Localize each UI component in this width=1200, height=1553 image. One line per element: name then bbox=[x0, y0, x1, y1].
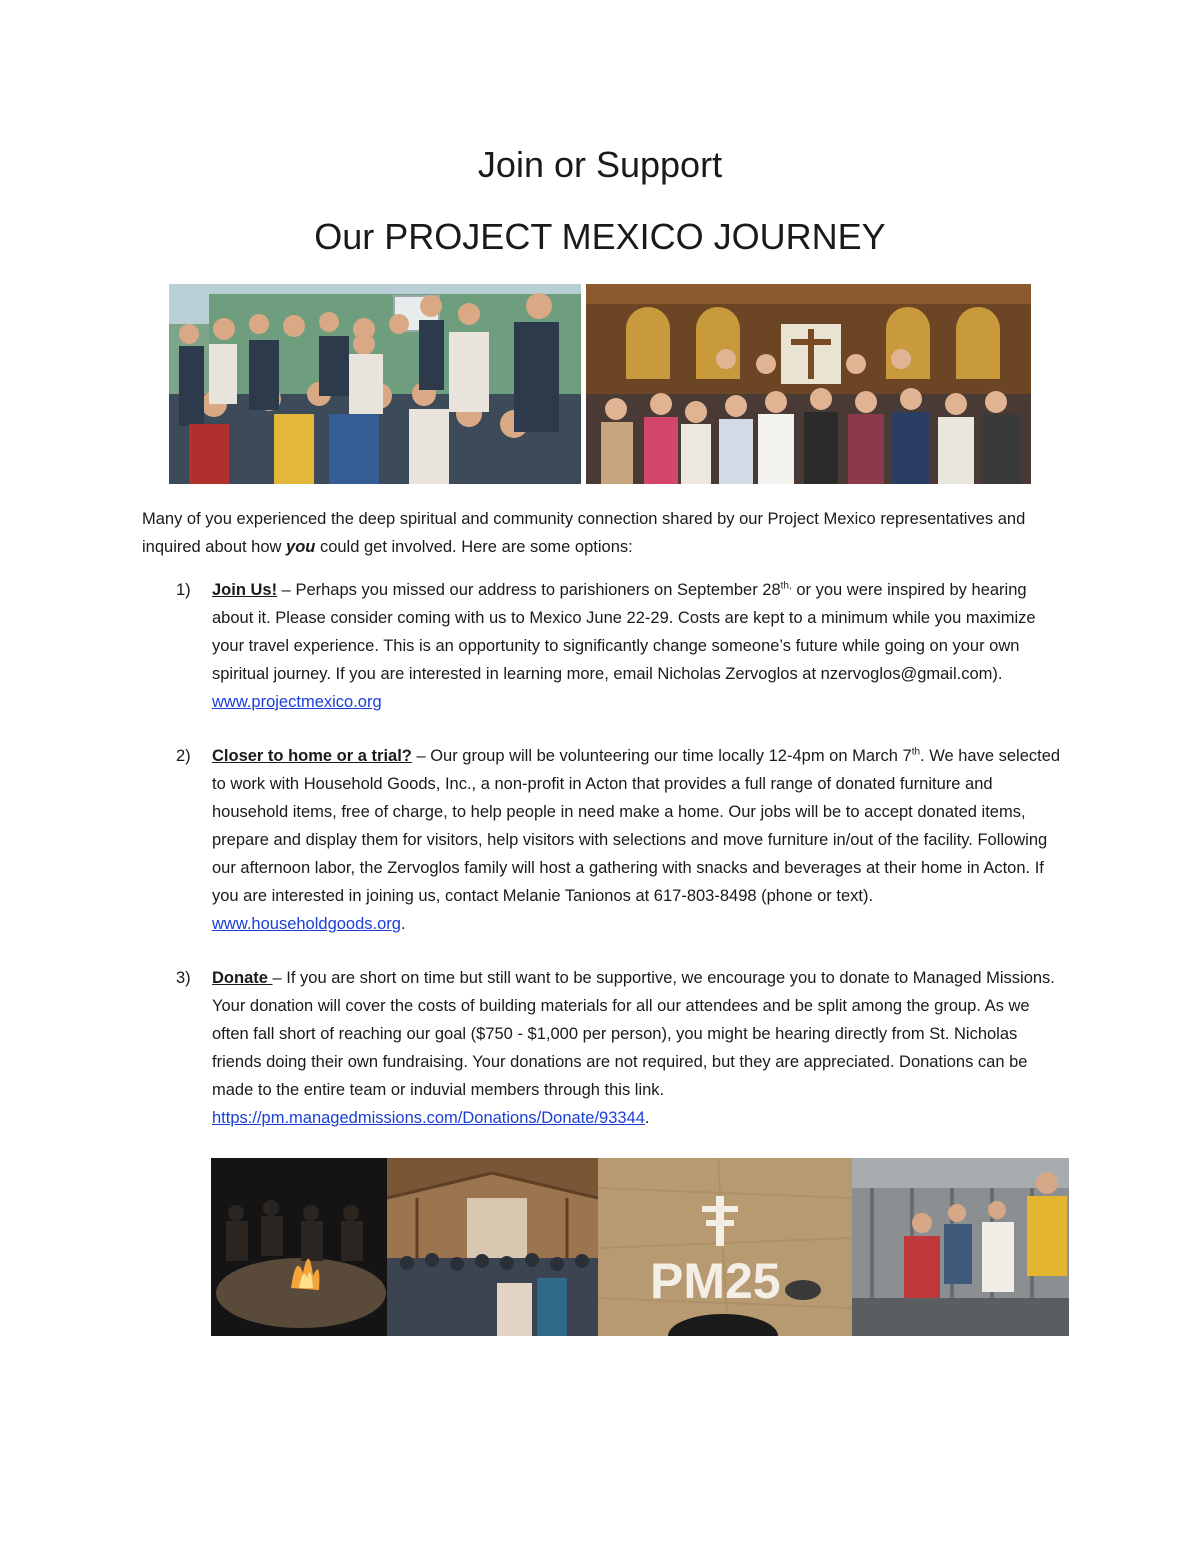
intro-emphasis: you bbox=[286, 538, 316, 556]
item-superscript: th bbox=[911, 746, 921, 758]
item-lead: Join Us! bbox=[212, 581, 278, 599]
item-number: 1) bbox=[176, 581, 191, 599]
householdgoods-link[interactable]: www.householdgoods.org bbox=[212, 915, 401, 933]
managedmissions-link[interactable]: https://pm.managedmissions.com/Donations/Donate/93344 bbox=[212, 1109, 645, 1127]
item-superscript: th, bbox=[780, 580, 792, 592]
pavilion-photo bbox=[387, 1158, 598, 1336]
construction-photo bbox=[852, 1158, 1069, 1336]
item-text: . bbox=[644, 1109, 650, 1127]
list-item bbox=[176, 742, 1066, 938]
item-text: – If you are short on time but still want to be supportive, we encourage you to donate to Managed Missions. Your donation will cover the costs of building materials for all our attendees and be split among the group. As we often fall short of reaching our goal ($750 - $1,000 per person), you might be hearing directly from St. Nicholas friends doing their own fundraising. Your donations are not required, but they are appreciated. Donations can be made to the entire team or induvial members through this link. bbox=[212, 969, 1055, 1099]
item-lead: Donate bbox=[212, 969, 273, 987]
item-number: 2) bbox=[176, 747, 191, 765]
group-photo-outdoor bbox=[169, 284, 581, 484]
item-text: – Our group will be volunteering our time locally 12-4pm on March 7 bbox=[411, 747, 912, 765]
list-item bbox=[176, 576, 1066, 716]
item-text: or you were inspired by hearing about it. Please consider coming with us to Mexico June 22-29. Costs are kept to a minimum while you maximize your travel experience. This is an opportunity to significantly change someone’s future while going on your own spiritual journey. If you are interested in learning more, email Nicholas Zervoglos at nzervoglos@gmail.com). bbox=[212, 581, 1036, 683]
campfire-photo bbox=[211, 1158, 387, 1336]
pm25-text: PM25 bbox=[650, 1253, 781, 1309]
item-text: . bbox=[400, 915, 406, 933]
pm25-plywood-photo bbox=[598, 1158, 852, 1336]
item-number: 3) bbox=[176, 969, 191, 987]
intro-text-before: Many of you experienced the deep spiritual and community connection shared by our Project Mexico representatives and inquired about how bbox=[142, 510, 1026, 556]
page-title: Join or Support bbox=[477, 144, 723, 185]
item-text: – Perhaps you missed our address to parishioners on September 28 bbox=[277, 581, 781, 599]
item-text: . We have selected to work with Household Goods, Inc., a non-profit in Acton that provides a full range of donated furniture and household items, free of charge, to help people in need make a home. Our jobs will be to accept donated items, prepare and display them for visitors, help visitors with selections and move furniture in/out of the facility. Following our afternoon labor, the Zervoglos family will host a gathering with snacks and beverages at their home in Acton. If you are interested in joining us, contact Melanie Tanionos at 617-803-8498 (phone or text). bbox=[212, 747, 1061, 905]
group-photo-church bbox=[586, 284, 1031, 484]
projectmexico-link[interactable]: www.projectmexico.org bbox=[212, 693, 382, 711]
intro-text-after: could get involved. Here are some options: bbox=[315, 538, 633, 556]
list-item bbox=[176, 964, 1066, 1132]
page-subtitle: Our PROJECT MEXICO JOURNEY bbox=[314, 216, 886, 257]
intro-paragraph bbox=[142, 505, 1042, 561]
item-lead: Closer to home or a trial? bbox=[212, 747, 412, 765]
